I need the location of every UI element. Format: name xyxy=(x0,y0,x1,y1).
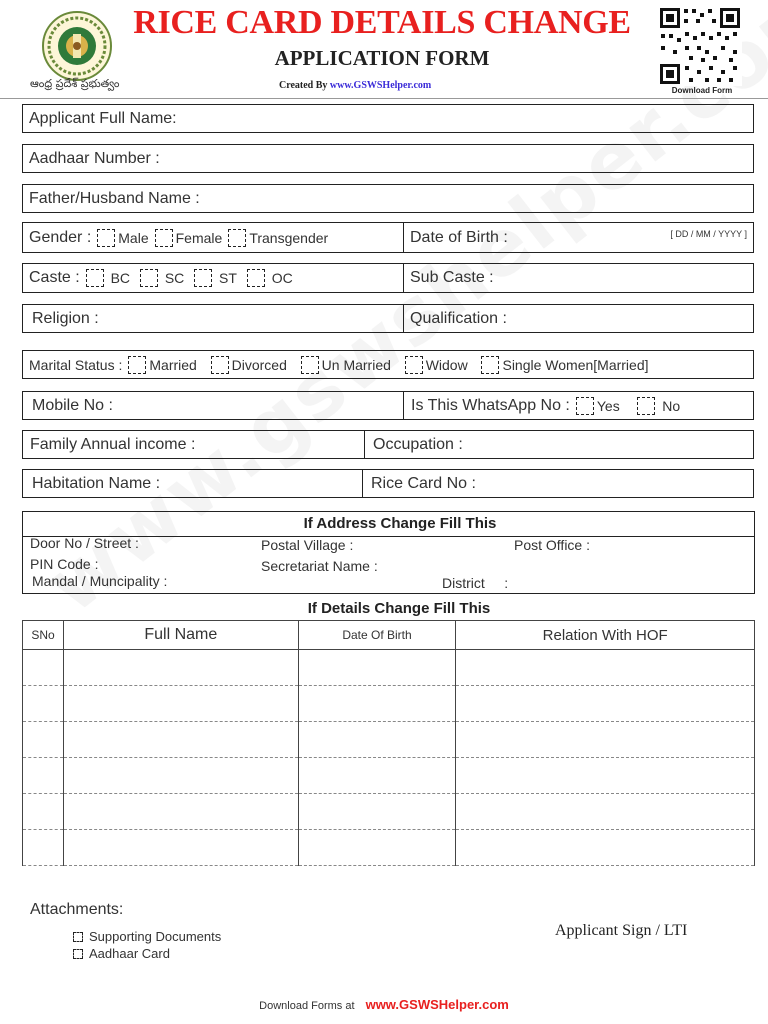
checkbox-icon[interactable] xyxy=(211,356,229,374)
qualification-label[interactable]: Qualification : xyxy=(410,309,507,327)
footer-prefix: Download Forms at xyxy=(259,1000,355,1012)
checkbox-icon[interactable] xyxy=(194,269,212,287)
father-husband-name-label: Father/Husband Name : xyxy=(29,189,200,207)
checkbox-icon[interactable] xyxy=(73,932,83,942)
mobile-no-label[interactable]: Mobile No : xyxy=(32,396,113,414)
whatsapp-label: Is This WhatsApp No : xyxy=(411,396,570,414)
table-cell[interactable] xyxy=(63,650,298,686)
checkbox-icon[interactable] xyxy=(73,949,83,959)
secretariat-name-label[interactable]: Secretariat Name : xyxy=(261,558,378,574)
table-cell[interactable] xyxy=(456,794,755,830)
table-cell[interactable] xyxy=(23,650,64,686)
footer-site-link[interactable]: www.GSWSHelper.com xyxy=(365,997,509,1012)
checkbox-icon[interactable] xyxy=(405,356,423,374)
table-cell[interactable] xyxy=(298,650,456,686)
religion-label[interactable]: Religion : xyxy=(32,309,99,327)
rice-card-no-label[interactable]: Rice Card No : xyxy=(371,474,476,492)
mobile-row xyxy=(22,391,754,420)
state-name: ఆంధ్ర ప్రదేశ్ ప్రభుత్వం xyxy=(30,77,120,90)
qr-code-icon[interactable] xyxy=(658,6,742,86)
applicant-full-name-label: Applicant Full Name: xyxy=(29,109,177,127)
family-income-label[interactable]: Family Annual income : xyxy=(30,435,196,453)
table-cell[interactable] xyxy=(23,686,64,722)
marital-option-divorced[interactable]: Divorced xyxy=(205,356,295,374)
gender-option-transgender[interactable]: Transgender xyxy=(222,229,328,247)
dob-format-hint: [ DD / MM / YYYY ] xyxy=(670,229,747,239)
habitation-name-label[interactable]: Habitation Name : xyxy=(32,474,161,492)
post-office-label[interactable]: Post Office : xyxy=(514,537,590,553)
checkbox-icon[interactable] xyxy=(481,356,499,374)
table-cell[interactable] xyxy=(63,686,298,722)
gender-label: Gender : xyxy=(29,228,92,246)
caste-option-oc[interactable]: OC xyxy=(241,269,293,287)
habitation-row xyxy=(22,469,754,498)
table-cell[interactable] xyxy=(456,650,755,686)
table-cell[interactable] xyxy=(63,758,298,794)
sub-caste-label[interactable]: Sub Caste : xyxy=(410,269,494,286)
table-cell[interactable] xyxy=(63,830,298,866)
checkbox-icon[interactable] xyxy=(97,229,115,247)
marital-option-single-women[interactable]: Single Women[Married] xyxy=(475,356,648,374)
date-of-birth-label[interactable]: Date of Birth : xyxy=(410,228,508,246)
checkbox-icon[interactable] xyxy=(228,229,246,247)
checkbox-icon[interactable] xyxy=(247,269,265,287)
column-header-relation: Relation With HOF xyxy=(456,621,755,650)
checkbox-icon[interactable] xyxy=(155,229,173,247)
table-row xyxy=(23,758,755,794)
mandal-label[interactable]: Mandal / Muncipality : xyxy=(32,573,168,589)
table-row xyxy=(23,794,755,830)
gender-option-female[interactable]: Female xyxy=(149,229,223,247)
column-header-full-name: Full Name xyxy=(63,621,298,650)
applicant-full-name-field[interactable] xyxy=(22,104,754,133)
applicant-sign-label: Applicant Sign / LTI xyxy=(555,922,688,939)
table-cell[interactable] xyxy=(63,794,298,830)
checkbox-icon[interactable] xyxy=(576,397,594,415)
caste-row xyxy=(22,263,754,293)
caste-option-st[interactable]: ST xyxy=(188,269,241,287)
gender-dob-row xyxy=(22,222,754,253)
marital-status-row xyxy=(22,350,754,379)
table-row xyxy=(23,722,755,758)
table-cell[interactable] xyxy=(298,686,456,722)
table-cell[interactable] xyxy=(456,722,755,758)
created-by-prefix: Created By xyxy=(279,80,328,91)
checkbox-icon[interactable] xyxy=(128,356,146,374)
marital-status-label: Marital Status : xyxy=(29,356,123,373)
marital-option-unmarried[interactable]: Un Married xyxy=(295,356,399,374)
created-by-site-link[interactable]: www.GSWSHelper.com xyxy=(329,80,432,91)
table-cell[interactable] xyxy=(456,758,755,794)
header-divider xyxy=(0,98,768,99)
qr-caption: Download Form xyxy=(671,86,733,95)
table-cell[interactable] xyxy=(298,758,456,794)
checkbox-icon[interactable] xyxy=(301,356,319,374)
footer xyxy=(0,997,768,1012)
caste-option-sc[interactable]: SC xyxy=(134,269,188,287)
table-cell[interactable] xyxy=(23,830,64,866)
whatsapp-option-no[interactable]: No xyxy=(631,397,680,415)
table-row xyxy=(23,686,755,722)
marital-option-married[interactable]: Married xyxy=(122,356,204,374)
religion-row xyxy=(22,304,754,333)
occupation-label[interactable]: Occupation : xyxy=(373,435,463,453)
details-table xyxy=(22,620,755,866)
attachments-title: Attachments: xyxy=(30,901,124,918)
pin-code-label[interactable]: PIN Code : xyxy=(30,556,99,572)
caste-option-bc[interactable]: BC xyxy=(80,269,134,287)
details-table-header xyxy=(23,621,755,650)
district-label[interactable]: District : xyxy=(442,575,509,591)
table-cell[interactable] xyxy=(456,686,755,722)
address-section xyxy=(22,511,755,594)
checkbox-icon[interactable] xyxy=(86,269,104,287)
table-cell[interactable] xyxy=(298,722,456,758)
form-title: RICE CARD DETAILS CHANGE xyxy=(133,4,631,41)
checkbox-icon[interactable] xyxy=(140,269,158,287)
aadhaar-number-label: Aadhaar Number : xyxy=(29,149,160,167)
aadhaar-number-field[interactable] xyxy=(22,144,754,173)
gender-option-male[interactable]: Male xyxy=(91,229,148,247)
father-husband-name-field[interactable] xyxy=(22,184,754,213)
column-header-dob: Date Of Birth xyxy=(298,621,456,650)
whatsapp-option-yes[interactable]: Yes xyxy=(570,397,632,415)
address-section-title: If Address Change Fill This xyxy=(303,515,497,532)
table-cell[interactable] xyxy=(63,722,298,758)
andhra-pradesh-emblem-icon xyxy=(41,10,113,82)
table-cell[interactable] xyxy=(298,830,456,866)
table-cell[interactable] xyxy=(23,722,64,758)
attachment-supporting-documents[interactable]: Supporting Documents xyxy=(73,929,221,944)
form-subtitle: APPLICATION FORM xyxy=(274,46,490,70)
table-cell[interactable] xyxy=(298,794,456,830)
table-cell[interactable] xyxy=(23,794,64,830)
caste-label: Caste : xyxy=(29,269,80,286)
door-no-label[interactable]: Door No / Street : xyxy=(30,535,139,551)
attachment-aadhaar-card[interactable]: Aadhaar Card xyxy=(73,946,170,961)
table-row xyxy=(23,650,755,686)
column-header-sno: SNo xyxy=(23,621,64,650)
table-cell[interactable] xyxy=(456,830,755,866)
income-row xyxy=(22,430,754,459)
table-cell[interactable] xyxy=(23,758,64,794)
checkbox-icon[interactable] xyxy=(637,397,655,415)
details-section-title: If Details Change Fill This xyxy=(307,600,491,617)
marital-option-widow[interactable]: Widow xyxy=(399,356,476,374)
created-by xyxy=(279,80,431,91)
postal-village-label[interactable]: Postal Village : xyxy=(261,537,354,553)
table-row xyxy=(23,830,755,866)
